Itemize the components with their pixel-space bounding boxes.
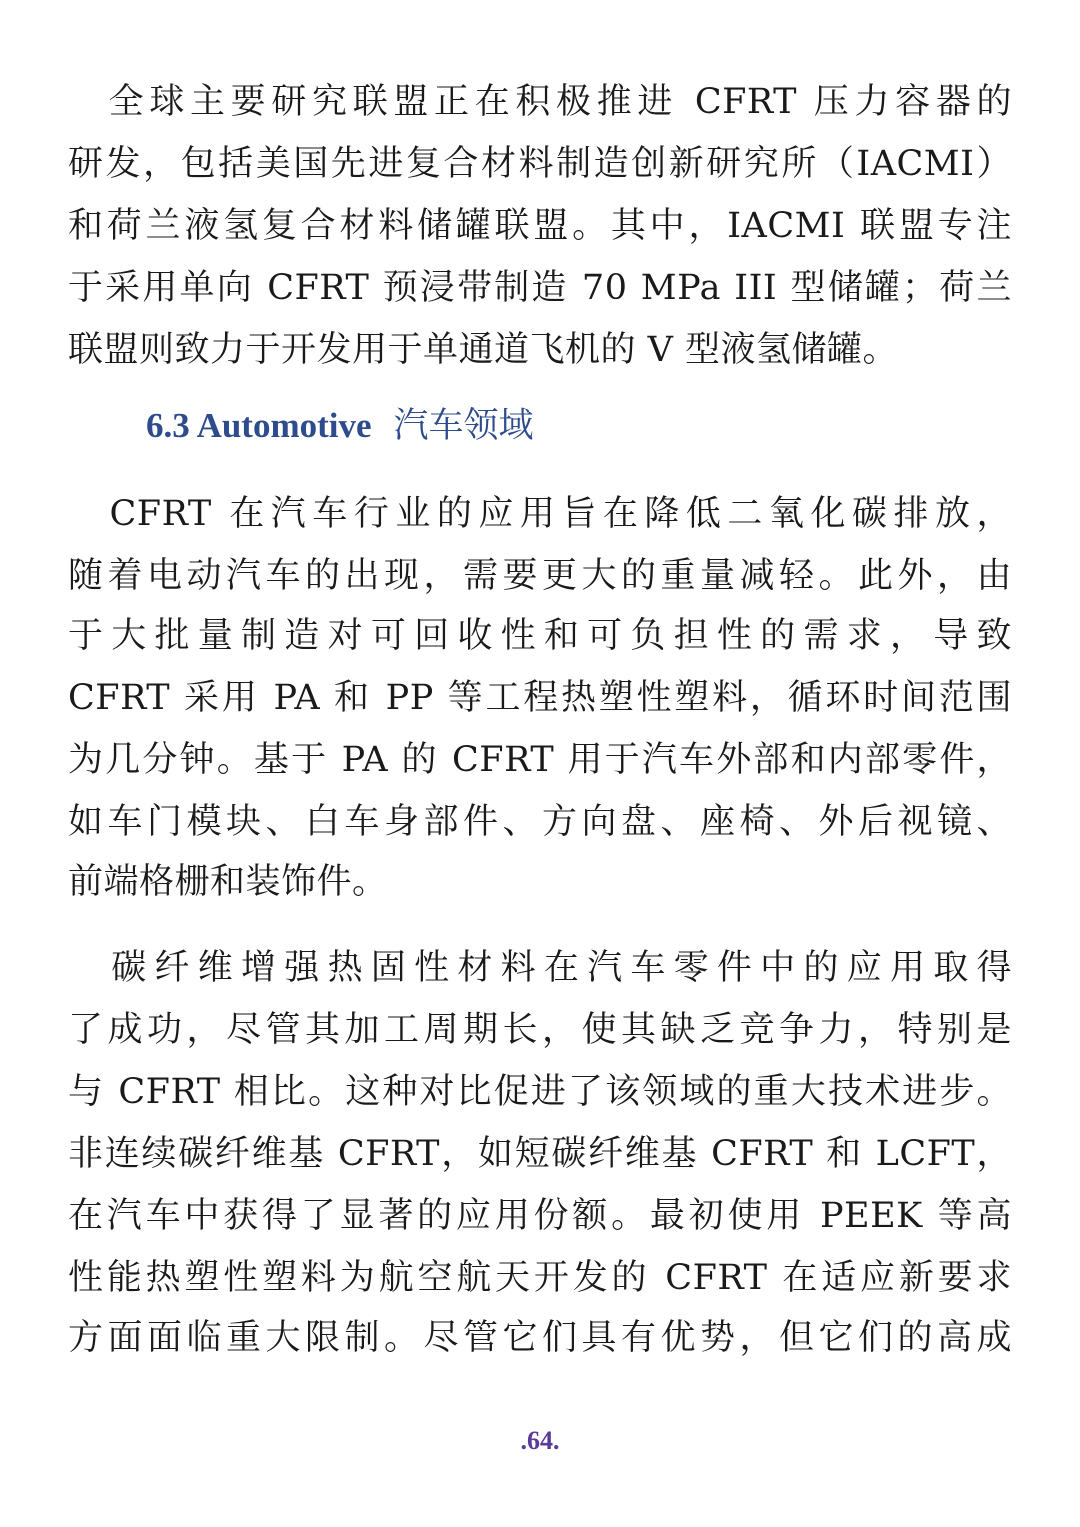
paragraph-3-line-3: 与 CFRT 相比。这种对比促进了该领域的重大技术进步。 — [68, 1072, 1012, 1112]
section-heading — [146, 400, 534, 452]
paragraph-1-line-4: 于采用单向 CFRT 预浸带制造 70 MPa III 型储罐；荷兰 — [68, 268, 1012, 308]
paragraph-2-line-5: 为几分钟。基于 PA 的 CFRT 用于汽车外部和内部零件， — [68, 740, 1012, 780]
paragraph-1-line-1: 全球主要研究联盟正在积极推进 CFRT 压力容器的 — [68, 82, 1012, 122]
section-heading-chinese: 汽车领域 — [393, 406, 534, 446]
paragraph-2-line-7: 前端格栅和装饰件。 — [68, 862, 388, 902]
paragraph-1-line-3: 和荷兰液氢复合材料储罐联盟。其中，IACMI 联盟专注 — [68, 206, 1012, 246]
section-heading-english: 6.3 Automotive — [146, 406, 372, 445]
paragraph-3-line-6: 性能热塑性塑料为航空航天开发的 CFRT 在适应新要求 — [68, 1258, 1012, 1298]
paragraph-3-line-1: 碳纤维增强热固性材料在汽车零件中的应用取得 — [68, 948, 1012, 988]
paragraph-2-line-3: 于大批量制造对可回收性和可负担性的需求，导致 — [68, 616, 1012, 656]
paragraph-1-line-5: 联盟则致力于开发用于单通道飞机的 V 型液氢储罐。 — [68, 330, 899, 370]
paragraph-3-line-7: 方面面临重大限制。尽管它们具有优势，但它们的高成 — [68, 1318, 1012, 1358]
paragraph-3-line-4: 非连续碳纤维基 CFRT，如短碳纤维基 CFRT 和 LCFT， — [68, 1134, 1012, 1174]
paragraph-2-line-4: CFRT 采用 PA 和 PP 等工程热塑性塑料，循环时间范围 — [68, 678, 1012, 718]
paragraph-3-line-2: 了成功，尽管其加工周期长，使其缺乏竞争力，特别是 — [68, 1010, 1012, 1050]
paragraph-3-line-5: 在汽车中获得了显著的应用份额。最初使用 PEEK 等高 — [68, 1196, 1012, 1236]
page-number: .64. — [520, 1426, 560, 1455]
paragraph-1-line-2: 研发，包括美国先进复合材料制造创新研究所（IACMI） — [68, 144, 1012, 184]
paragraph-2-line-1: CFRT 在汽车行业的应用旨在降低二氧化碳排放， — [68, 494, 1012, 534]
paragraph-2-line-6: 如车门模块、白车身部件、方向盘、座椅、外后视镜、 — [68, 802, 1012, 842]
paragraph-2-line-2: 随着电动汽车的出现，需要更大的重量减轻。此外，由 — [68, 556, 1012, 596]
